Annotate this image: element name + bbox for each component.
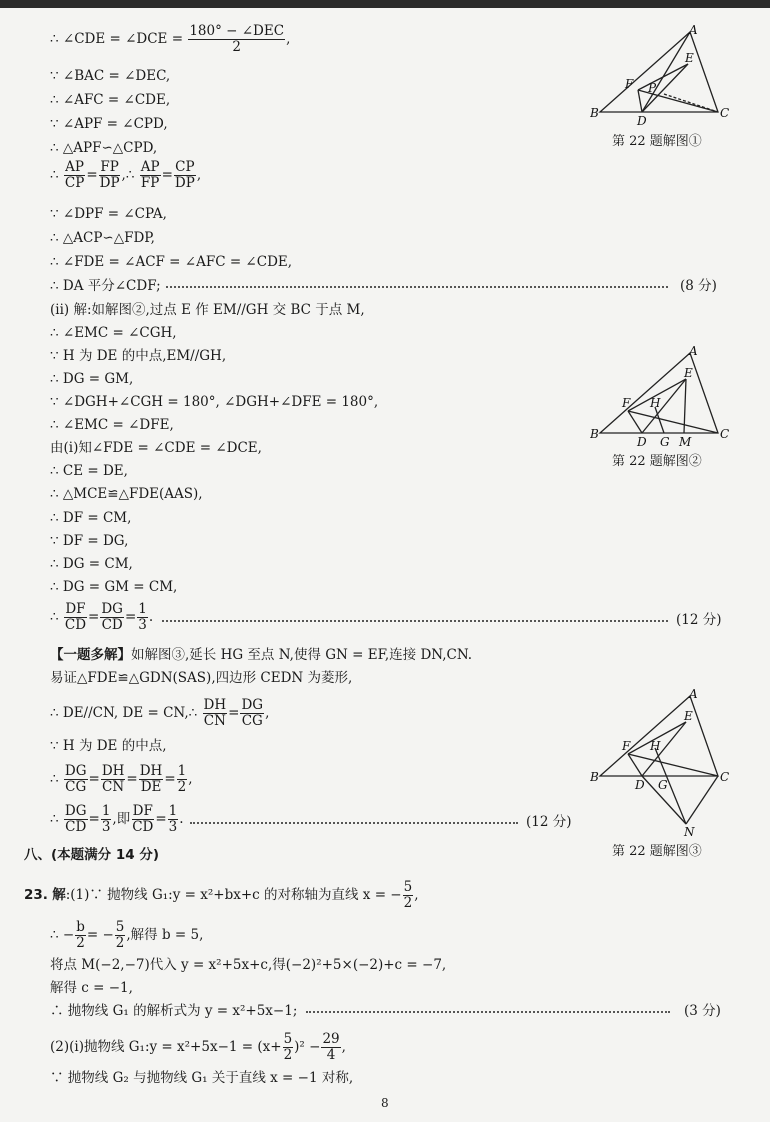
fraction: 180° − ∠DEC 2	[189, 23, 285, 55]
segment-fd	[638, 90, 642, 112]
segment-de	[642, 379, 686, 433]
line-32: 23. 解:(1)∵ 抛物线 G₁:y = x²+bx+c 的对称轴为直线 x = − $\frac{5}{2}$ ,	[24, 879, 419, 911]
line-29: ∴ $\frac{DG}{CG}$ = $\frac{DH}{CN}$ = $\frac{DH}{DE}$ = $\frac{1}{2}$ ,	[50, 763, 193, 795]
fraction: $\frac{DG}{CG}$	[241, 697, 264, 729]
fraction: $\frac{DH}{CN}$	[203, 697, 227, 729]
line-20: ∴ DF = CM,	[50, 510, 132, 526]
label-g: G	[660, 435, 670, 449]
figure-2	[590, 345, 740, 451]
line-6: ∴ $\frac{AP}{CP}$ = $\frac{FP}{DP}$ ,∴ $\frac{AP}{FP}$ = $\frac{CP}{DP}$ ,	[50, 159, 202, 191]
line-33: ∴ − $\frac{b}{2}$ = − $\frac{5}{2}$ ,解得 b = 5,	[50, 919, 204, 951]
label-b: B	[590, 106, 599, 120]
label-c: C	[720, 106, 730, 120]
fraction: $\frac{5}{2}$	[283, 1031, 293, 1063]
line-16: ∴ ∠EMC = ∠DFE,	[50, 417, 174, 433]
line-4: ∵ ∠APF = ∠CPD,	[50, 116, 168, 132]
label-a: A	[689, 688, 698, 701]
label-e: E	[685, 51, 694, 65]
line-27: ∴ DE//CN, DE = CN,∴ $\frac{DH}{CN}$ = $\frac{DG}{CG}$ ,	[50, 697, 270, 729]
triangle-abc	[600, 696, 718, 776]
label-f: F	[622, 396, 631, 410]
fraction: $\frac{1}{3}$	[101, 803, 111, 835]
line-30: ∴ $\frac{DG}{CD}$ = $\frac{1}{3}$ ,即 $\frac{DF}{CD}$ = $\frac{1}{3}$ .	[50, 803, 184, 835]
fraction: $\frac{DH}{DE}$	[139, 763, 163, 795]
top-bar	[0, 0, 770, 8]
line-1: ∴ ∠CDE = ∠DCE = 180° − ∠DEC 2 ,	[50, 23, 291, 55]
fraction: $\frac{DH}{CN}$	[101, 763, 125, 795]
line-25: 【一题多解】如解图③,延长 HG 至点 N,使得 GN = EF,连接 DN,CN.	[50, 647, 473, 663]
fraction: $\frac{5}{2}$	[403, 879, 413, 911]
fraction: $\frac{CP}{DP}$	[174, 159, 195, 191]
line-23: ∴ DG = GM = CM,	[50, 579, 178, 595]
score-leader	[306, 1011, 670, 1013]
text: ∴ ∠CDE = ∠DCE =	[50, 31, 184, 47]
line-37: (2)(i)抛物线 G₁:y = x²+5x−1 = (x+ $\frac{5}{2}$ )² − $\frac{29}{4}$ ,	[50, 1031, 346, 1063]
fraction: $\frac{DG}{CD}$	[101, 601, 123, 633]
figure-3	[590, 688, 740, 838]
fraction: $\frac{29}{4}$	[322, 1031, 340, 1063]
label-e: E	[684, 366, 693, 380]
segment-de	[642, 722, 686, 776]
fraction: $\frac{AP}{CP}$	[64, 159, 85, 191]
score-leader	[166, 286, 668, 288]
line-7: ∵ ∠DPF = ∠CPA,	[50, 206, 167, 222]
fraction: $\frac{FP}{DP}$	[99, 159, 120, 191]
label-c: C	[720, 427, 730, 441]
fraction: $\frac{1}{2}$	[177, 763, 187, 795]
score-3: (3 分)	[684, 1003, 721, 1019]
label-m: M	[679, 435, 692, 449]
fraction: $\frac{1}{3}$	[168, 803, 178, 835]
label-c: C	[720, 770, 730, 784]
label-d: D	[637, 435, 647, 449]
fraction: $\frac{b}{2}$	[76, 919, 85, 951]
label-g: G	[658, 778, 668, 792]
section-heading: 八、(本题满分 14 分)	[24, 847, 160, 863]
fraction: $\frac{5}{2}$	[115, 919, 125, 951]
figure-2-caption: 第 22 题解图②	[612, 454, 702, 469]
line-18: ∴ CE = DE,	[50, 463, 128, 479]
line-3: ∴ ∠AFC = ∠CDE,	[50, 92, 171, 108]
label-h: H	[650, 396, 661, 410]
segment-fc	[628, 411, 718, 433]
triangle-abc	[600, 353, 718, 433]
figure-1	[590, 24, 740, 130]
label-b: B	[590, 427, 599, 441]
score-8: (8 分)	[680, 278, 717, 294]
segment-cn	[686, 776, 718, 824]
line-36: ∴ 抛物线 G₁ 的解析式为 y = x²+5x−1;	[50, 1003, 298, 1019]
segment-da	[642, 32, 690, 112]
line-14: ∴ DG = GM,	[50, 371, 134, 387]
figure-3-caption: 第 22 题解图③	[612, 844, 702, 859]
figure-1-caption: 第 22 题解图①	[612, 134, 702, 149]
line-19: ∴ △MCE≌△FDE(AAS),	[50, 486, 203, 502]
line-10: ∴ DA 平分∠CDF;	[50, 278, 161, 294]
fraction: $\frac{DG}{CD}$	[64, 803, 87, 835]
line-13: ∵ H 为 DE 的中点,EM//GH,	[50, 348, 227, 364]
score-leader	[190, 822, 518, 824]
line-5: ∴ △APF∽△CPD,	[50, 140, 158, 156]
label-e: E	[684, 709, 693, 723]
fraction: $\frac{1}{3}$	[138, 601, 147, 633]
line-12: ∴ ∠EMC = ∠CGH,	[50, 325, 177, 341]
label-p: P	[648, 81, 657, 95]
label-b: B	[590, 770, 599, 784]
label-a: A	[689, 24, 698, 37]
line-11: (ii) 解:如解图②,过点 E 作 EM//GH 交 BC 于点 M,	[50, 302, 365, 318]
label-f: F	[622, 739, 631, 753]
line-17: 由(i)知∠FDE = ∠CDE = ∠DCE,	[50, 440, 262, 456]
label-f: F	[625, 77, 634, 91]
line-22: ∴ DG = CM,	[50, 556, 133, 572]
line-21: ∵ DF = DG,	[50, 533, 129, 549]
line-28: ∵ H 为 DE 的中点,	[50, 738, 167, 754]
label-d: D	[635, 778, 645, 792]
line-2: ∵ ∠BAC = ∠DEC,	[50, 68, 171, 84]
line-35: 解得 c = −1,	[50, 980, 133, 996]
label-d: D	[637, 114, 647, 128]
line-38: ∵ 抛物线 G₂ 与抛物线 G₁ 关于直线 x = −1 对称,	[50, 1070, 354, 1086]
line-26: 易证△FDE≌△GDN(SAS),四边形 CEDN 为菱形,	[50, 670, 353, 686]
label-a: A	[689, 345, 698, 358]
line-34: 将点 M(−2,−7)代入 y = x²+5x+c,得(−2)²+5×(−2)+c = −7,	[50, 957, 447, 973]
label-n: N	[684, 825, 695, 838]
fraction: $\frac{AP}{FP}$	[140, 159, 160, 191]
segment-fc	[628, 754, 718, 776]
score-leader	[162, 620, 668, 622]
fraction: $\frac{DG}{CG}$	[64, 763, 87, 795]
label-h: H	[650, 739, 661, 753]
line-24: ∴ $\frac{DF}{CD}$ = $\frac{DG}{CD}$ = $\frac{1}{3}$ .	[50, 601, 154, 633]
segment-fe	[638, 64, 688, 90]
triangle-abc	[600, 32, 718, 112]
fraction: $\frac{DF}{CD}$	[132, 803, 154, 835]
score-12a: (12 分)	[676, 612, 722, 628]
line-8: ∴ △ACP∽△FDP,	[50, 230, 155, 246]
fraction: $\frac{DF}{CD}$	[64, 601, 87, 633]
page-number: 8	[381, 1096, 389, 1110]
line-15: ∵ ∠DGH+∠CGH = 180°, ∠DGH+∠DFE = 180°,	[50, 394, 379, 410]
line-9: ∴ ∠FDE = ∠ACF = ∠AFC = ∠CDE,	[50, 254, 293, 270]
score-12b: (12 分)	[526, 814, 572, 830]
